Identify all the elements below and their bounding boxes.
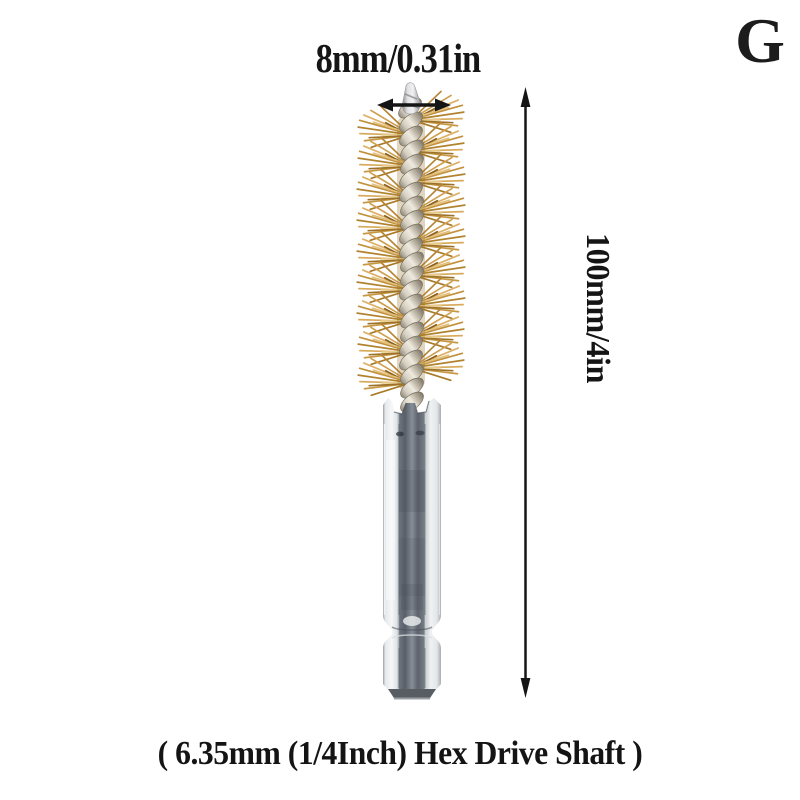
length-dimension-label: 100mm/4in bbox=[579, 232, 616, 384]
twisted-wire-core bbox=[395, 94, 427, 416]
hex-shank bbox=[383, 398, 441, 699]
length-arrow bbox=[521, 87, 531, 698]
width-dimension-label: 8mm/0.31in bbox=[315, 35, 481, 81]
drill-tip bbox=[402, 83, 420, 114]
variant-letter: G bbox=[735, 5, 785, 76]
caption: ( 6.35mm (1/4Inch) Hex Drive Shaft ) bbox=[157, 735, 643, 772]
brush-head bbox=[354, 83, 469, 416]
